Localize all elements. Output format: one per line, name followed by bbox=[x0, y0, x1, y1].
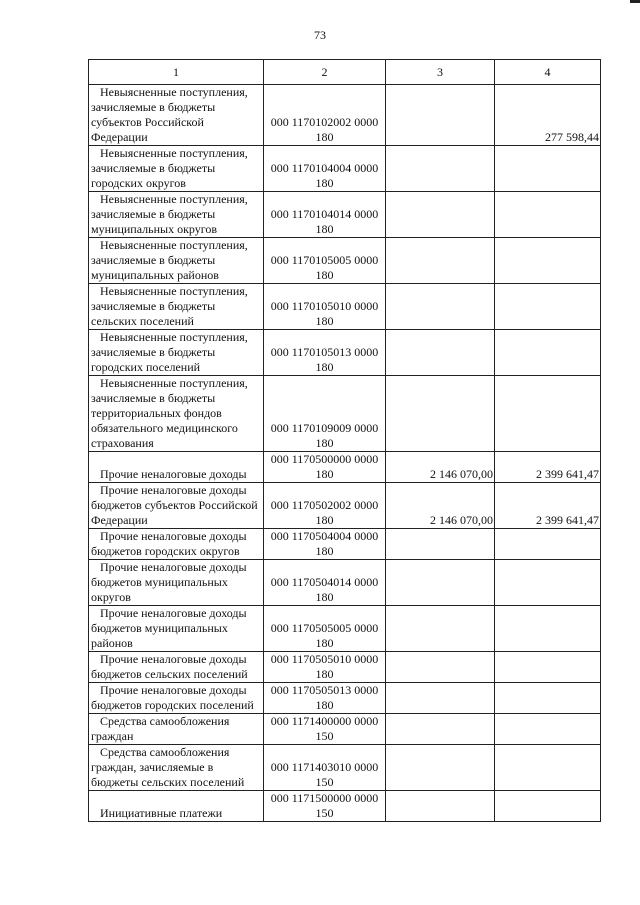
header-col-3: 3 bbox=[386, 60, 495, 85]
table-row bbox=[89, 284, 601, 330]
row-code: 000 1171403010 0000 150 bbox=[264, 745, 386, 791]
row-col3: 2 146 070,00 bbox=[386, 452, 495, 483]
row-name: Средства самообложения граждан bbox=[89, 714, 264, 745]
row-col3: 2 146 070,00 bbox=[386, 483, 495, 529]
table-row bbox=[89, 238, 601, 284]
row-col4: 2 399 641,47 bbox=[495, 483, 601, 529]
row-col4 bbox=[495, 284, 601, 330]
row-code: 000 1170505013 0000 180 bbox=[264, 683, 386, 714]
row-col3 bbox=[386, 330, 495, 376]
row-col4 bbox=[495, 529, 601, 560]
row-code: 000 1170104004 0000 180 bbox=[264, 146, 386, 192]
row-code: 000 1170105010 0000 180 bbox=[264, 284, 386, 330]
row-code: 000 1170104014 0000 180 bbox=[264, 192, 386, 238]
row-name: Невыясненные поступления, зачисляемые в бюджеты муниципальных районов bbox=[89, 238, 264, 284]
row-name: Невыясненные поступления, зачисляемые в бюджеты муниципальных округов bbox=[89, 192, 264, 238]
row-name: Средства самообложения граждан, зачисляемые в бюджеты сельских поселений bbox=[89, 745, 264, 791]
row-code: 000 1170504004 0000 180 bbox=[264, 529, 386, 560]
row-code: 000 1170504014 0000 180 bbox=[264, 560, 386, 606]
row-col4 bbox=[495, 745, 601, 791]
row-name: Прочие неналоговые доходы бюджетов городских округов bbox=[89, 529, 264, 560]
table-row bbox=[89, 745, 601, 791]
row-name: Невыясненные поступления, зачисляемые в бюджеты территориальных фондов обязательного медицинского страхования bbox=[89, 376, 264, 452]
row-code: 000 1170105013 0000 180 bbox=[264, 330, 386, 376]
row-code: 000 1171400000 0000 150 bbox=[264, 714, 386, 745]
header-row bbox=[89, 60, 601, 85]
row-col3 bbox=[386, 238, 495, 284]
row-name: Прочие неналоговые доходы bbox=[89, 452, 264, 483]
row-col3 bbox=[386, 652, 495, 683]
row-code: 000 1170102002 0000 180 bbox=[264, 85, 386, 146]
row-col3 bbox=[386, 606, 495, 652]
row-col3 bbox=[386, 529, 495, 560]
row-col3 bbox=[386, 745, 495, 791]
row-col3 bbox=[386, 791, 495, 822]
table-row bbox=[89, 376, 601, 452]
corner-mark bbox=[630, 0, 640, 3]
row-code: 000 1170502002 0000 180 bbox=[264, 483, 386, 529]
row-col3 bbox=[386, 683, 495, 714]
row-name: Невыясненные поступления, зачисляемые в бюджеты сельских поселений bbox=[89, 284, 264, 330]
row-col4 bbox=[495, 714, 601, 745]
table-row bbox=[89, 560, 601, 606]
row-col3 bbox=[386, 560, 495, 606]
row-code: 000 1170505010 0000 180 bbox=[264, 652, 386, 683]
row-col4 bbox=[495, 330, 601, 376]
row-col4 bbox=[495, 606, 601, 652]
table-row bbox=[89, 791, 601, 822]
header-col-2: 2 bbox=[264, 60, 386, 85]
row-col4 bbox=[495, 376, 601, 452]
header-col-1: 1 bbox=[89, 60, 264, 85]
page-number: 73 bbox=[314, 28, 326, 42]
row-col3 bbox=[386, 192, 495, 238]
row-name: Прочие неналоговые доходы бюджетов городских поселений bbox=[89, 683, 264, 714]
row-code: 000 1171500000 0000 150 bbox=[264, 791, 386, 822]
table-row bbox=[89, 529, 601, 560]
table-row bbox=[89, 652, 601, 683]
row-col3 bbox=[386, 284, 495, 330]
row-col4 bbox=[495, 560, 601, 606]
row-code: 000 1170500000 0000 180 bbox=[264, 452, 386, 483]
row-col4 bbox=[495, 791, 601, 822]
row-name: Прочие неналоговые доходы бюджетов муниципальных районов bbox=[89, 606, 264, 652]
row-col4: 2 399 641,47 bbox=[495, 452, 601, 483]
row-name: Инициативные платежи bbox=[89, 791, 264, 822]
row-col4 bbox=[495, 683, 601, 714]
row-name: Невыясненные поступления, зачисляемые в бюджеты городских округов bbox=[89, 146, 264, 192]
table-row bbox=[89, 606, 601, 652]
row-col4 bbox=[495, 146, 601, 192]
table-row bbox=[89, 330, 601, 376]
table-row bbox=[89, 85, 601, 146]
table-row bbox=[89, 146, 601, 192]
row-col4: 277 598,44 bbox=[495, 85, 601, 146]
row-col4 bbox=[495, 238, 601, 284]
row-col3 bbox=[386, 85, 495, 146]
row-col4 bbox=[495, 652, 601, 683]
row-col3 bbox=[386, 714, 495, 745]
row-col4 bbox=[495, 192, 601, 238]
table-row bbox=[89, 714, 601, 745]
row-code: 000 1170105005 0000 180 bbox=[264, 238, 386, 284]
row-name: Прочие неналоговые доходы бюджетов сельских поселений bbox=[89, 652, 264, 683]
row-code: 000 1170505005 0000 180 bbox=[264, 606, 386, 652]
revenue-table bbox=[88, 59, 601, 822]
table-row bbox=[89, 683, 601, 714]
table-row bbox=[89, 483, 601, 529]
row-name: Прочие неналоговые доходы бюджетов муниципальных округов bbox=[89, 560, 264, 606]
row-name: Невыясненные поступления, зачисляемые в бюджеты субъектов Российской Федерации bbox=[89, 85, 264, 146]
row-name: Прочие неналоговые доходы бюджетов субъектов Российской Федерации bbox=[89, 483, 264, 529]
row-col3 bbox=[386, 376, 495, 452]
row-col3 bbox=[386, 146, 495, 192]
row-name: Невыясненные поступления, зачисляемые в бюджеты городских поселений bbox=[89, 330, 264, 376]
table-row bbox=[89, 452, 601, 483]
table-row bbox=[89, 192, 601, 238]
row-code: 000 1170109009 0000 180 bbox=[264, 376, 386, 452]
header-col-4: 4 bbox=[495, 60, 601, 85]
